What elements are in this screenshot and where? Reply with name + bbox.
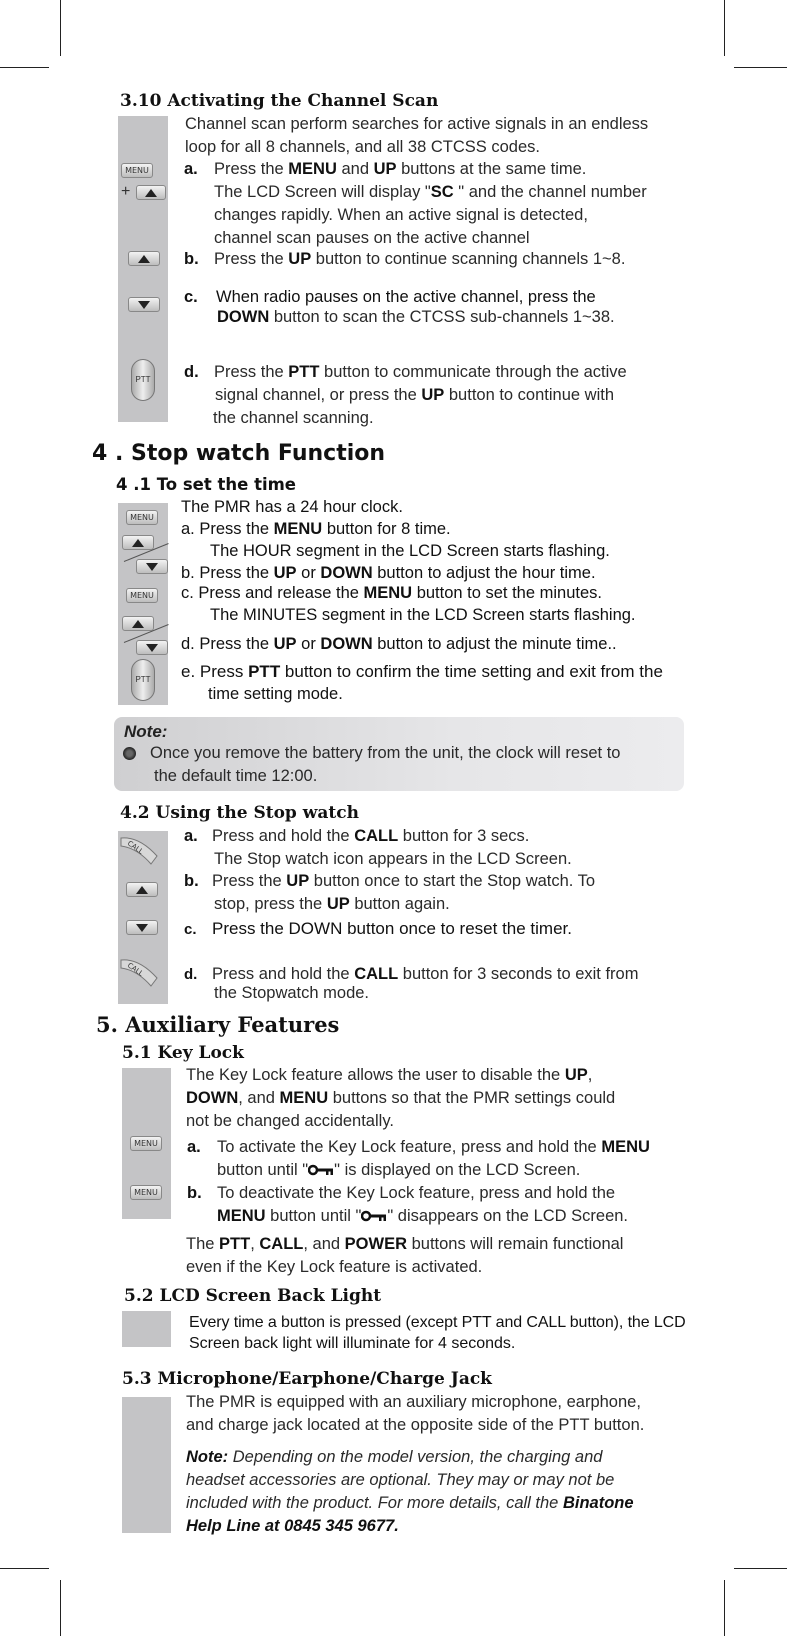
call-button-icon — [119, 956, 159, 988]
text: , and — [238, 1089, 280, 1107]
text: , and — [303, 1235, 345, 1253]
step-label: c. — [184, 288, 198, 306]
menu-button-icon: MENU — [126, 510, 158, 525]
button-column — [122, 1397, 171, 1533]
step-c-line: The MINUTES segment in the LCD Screen starts flashing. — [210, 606, 636, 624]
step-b-line — [214, 893, 450, 916]
down-button-icon — [128, 297, 160, 312]
crop-mark — [724, 1580, 725, 1636]
text: PTT — [288, 363, 320, 381]
step-label: a. — [187, 1138, 201, 1156]
paragraph: not be changed accidentally. — [186, 1112, 394, 1130]
up-button-icon — [128, 251, 160, 266]
text: Press the — [214, 250, 289, 268]
step-b — [184, 248, 625, 271]
menu-button-icon: MENU — [130, 1136, 162, 1151]
paragraph: Channel scan perform searches for active signals in an endless — [185, 115, 649, 133]
paragraph: even if the Key Lock feature is activated. — [186, 1258, 483, 1276]
paragraph: and charge jack located at the opposite side of the PTT button. — [186, 1416, 645, 1434]
text: MENU — [288, 160, 337, 178]
crop-mark — [60, 1580, 61, 1636]
call-button-icon — [119, 834, 159, 866]
text: buttons at the same time. — [396, 160, 587, 178]
text: UP — [564, 1066, 588, 1084]
paragraph: The PMR has a 24 hour clock. — [181, 498, 403, 516]
key-icon — [361, 1210, 387, 1222]
text: Press and hold the — [212, 965, 355, 983]
step-label: d. — [184, 363, 199, 381]
text: Press the DOWN button once to reset the timer. — [212, 919, 572, 938]
text: buttons will remain functional — [407, 1235, 624, 1253]
step-e — [181, 661, 663, 684]
text: DOWN — [320, 635, 373, 653]
text: When radio pauses on the active channel, press the — [216, 288, 596, 306]
svg-text:CALL: CALL — [125, 961, 145, 978]
down-button-icon — [126, 920, 158, 935]
crop-mark — [734, 1568, 787, 1569]
text: To deactivate the Key Lock feature, press and hold the — [217, 1184, 616, 1202]
step-label: b. — [184, 872, 199, 890]
note-line — [186, 1446, 602, 1469]
step-a-line: The HOUR segment in the LCD Screen starts flashing. — [210, 542, 610, 560]
text: button again. — [349, 895, 450, 913]
step-c — [181, 582, 602, 605]
step-a-line — [214, 181, 647, 204]
text: " disappears on the LCD Screen. — [387, 1207, 629, 1225]
text: Press the — [214, 363, 289, 381]
crop-mark — [724, 0, 725, 56]
section-title: 5.3 Microphone/Earphone/Charge Jack — [122, 1369, 492, 1389]
up-button-icon — [136, 185, 166, 200]
step-label: b. — [187, 1184, 202, 1202]
paragraph: Screen back light will illuminate for 4 seconds. — [189, 1335, 516, 1352]
text: button until " — [217, 1161, 309, 1179]
menu-button-icon: MENU — [126, 588, 158, 603]
note-line: headset accessories are optional. They may or may not be — [186, 1471, 615, 1489]
step-d — [184, 361, 627, 384]
paragraph — [186, 1233, 623, 1256]
down-button-icon — [136, 640, 168, 655]
text: Press the — [214, 160, 289, 178]
step-d-line: the Stopwatch mode. — [214, 984, 370, 1002]
text: DOWN — [186, 1089, 239, 1107]
text: MENU — [273, 520, 323, 538]
text: button to confirm the time setting and exit from the — [280, 662, 663, 681]
up-button-icon — [126, 882, 158, 897]
text: PTT — [219, 1235, 251, 1253]
text: d. Press the — [181, 635, 274, 653]
text: UP — [273, 564, 297, 582]
text: The LCD Screen will display " — [214, 183, 431, 201]
text: MENU — [601, 1138, 650, 1156]
plus-icon: + — [121, 183, 131, 200]
chapter-title: 4 . Stop watch Function — [92, 441, 386, 466]
text: signal channel, or press the — [215, 386, 422, 404]
up-button-icon — [122, 616, 154, 631]
step-a — [187, 1136, 650, 1159]
step-label: c. — [184, 921, 197, 938]
section-title: 5.1 Key Lock — [122, 1043, 244, 1063]
text: buttons so that the PMR settings could — [328, 1089, 616, 1107]
text: CALL — [354, 827, 399, 845]
step-b-line — [217, 1205, 628, 1228]
text: UP — [326, 895, 350, 913]
step-b — [184, 870, 595, 893]
down-button-icon — [136, 559, 168, 574]
text: b. Press the — [181, 564, 274, 582]
ptt-button-icon: PTT — [131, 659, 155, 701]
step-a — [184, 158, 586, 181]
text: The — [186, 1235, 220, 1253]
text: " is displayed on the LCD Screen. — [334, 1161, 581, 1179]
step-c — [184, 918, 572, 942]
step-d-line: the channel scanning. — [213, 409, 374, 427]
text: and — [336, 160, 374, 178]
text: UP — [286, 872, 310, 890]
note-label: Note: — [186, 1448, 229, 1466]
text: button to adjust the minute time.. — [372, 635, 617, 653]
step-d-line — [215, 384, 614, 407]
section-title: 4.2 Using the Stop watch — [120, 803, 359, 823]
text: DOWN — [217, 308, 270, 326]
text: Press and hold the — [212, 827, 355, 845]
text: Binatone — [562, 1494, 634, 1512]
text: MENU — [279, 1089, 329, 1107]
text: , — [587, 1066, 593, 1084]
text: CALL — [259, 1235, 304, 1253]
section-title: 5.2 LCD Screen Back Light — [124, 1286, 382, 1306]
note-line — [186, 1492, 634, 1515]
text: To activate the Key Lock feature, press and hold the — [217, 1138, 602, 1156]
menu-button-icon: MENU — [130, 1185, 162, 1200]
text: a. Press the — [181, 520, 274, 538]
paragraph — [186, 1087, 615, 1110]
menu-button-icon: MENU — [121, 163, 153, 178]
text: button to scan the CTCSS sub-channels 1~38. — [269, 308, 615, 326]
step-a — [184, 825, 529, 848]
note-text: the default time 12:00. — [154, 767, 318, 785]
text: UP — [288, 250, 312, 268]
step-label: d. — [184, 966, 198, 983]
text: button to continue scanning channels 1~8. — [311, 250, 626, 268]
text: button to communicate through the active — [319, 363, 627, 381]
step-a — [181, 518, 451, 541]
step-a-line — [217, 1159, 580, 1182]
up-button-icon — [122, 535, 154, 550]
text: Depending on the model version, the charging and — [228, 1448, 603, 1466]
text: button once to start the Stop watch. To — [309, 872, 596, 890]
text: DOWN — [320, 564, 373, 582]
text: POWER — [344, 1235, 408, 1253]
section-title: 4 .1 To set the time — [116, 475, 297, 494]
text: CALL — [354, 965, 399, 983]
text: MENU — [217, 1207, 266, 1225]
text: The Key Lock feature allows the user to disable the — [186, 1066, 565, 1084]
step-a-line: channel scan pauses on the active channel — [214, 229, 530, 247]
step-e-line: time setting mode. — [208, 685, 343, 703]
text: UP — [373, 160, 397, 178]
step-d — [181, 633, 617, 656]
step-b — [187, 1182, 615, 1205]
text: button for 3 seconds to exit from — [398, 965, 639, 983]
text: stop, press the — [214, 895, 327, 913]
text: button for 8 time. — [322, 520, 451, 538]
crop-mark — [0, 67, 49, 68]
text: button to continue with — [444, 386, 614, 404]
chapter-title: 5. Auxiliary Features — [96, 1012, 340, 1037]
step-c-line — [217, 306, 615, 329]
bullet-icon — [123, 747, 136, 760]
paragraph: The PMR is equipped with an auxiliary microphone, earphone, — [186, 1393, 641, 1411]
step-label: a. — [184, 160, 198, 178]
key-icon — [308, 1164, 334, 1176]
text: button until " — [265, 1207, 362, 1225]
paragraph — [186, 1064, 592, 1087]
note-text: Once you remove the battery from the unit, the clock will reset to — [150, 744, 621, 762]
text: UP — [273, 635, 297, 653]
text: PTT — [248, 662, 281, 681]
text: button for 3 secs. — [398, 827, 530, 845]
text: or — [296, 564, 321, 582]
step-label: a. — [184, 827, 198, 845]
step-a-line: changes rapidly. When an active signal is detected, — [214, 206, 588, 224]
step-a-line: The Stop watch icon appears in the LCD Screen. — [214, 850, 572, 868]
text: button to adjust the hour time. — [372, 564, 596, 582]
paragraph: loop for all 8 channels, and all 38 CTCSS codes. — [185, 138, 540, 156]
step-label: b. — [184, 250, 199, 268]
button-column — [122, 1311, 171, 1347]
paragraph: Every time a button is pressed (except PTT and CALL button), the LCD — [189, 1314, 686, 1331]
note-title: Note: — [124, 722, 168, 741]
section-title: 3.10 Activating the Channel Scan — [120, 91, 439, 111]
text: button to set the minutes. — [412, 584, 602, 602]
text: UP — [421, 386, 445, 404]
text: c. Press and release the — [181, 584, 364, 602]
text: SC — [430, 183, 454, 201]
text: included with the product. For more details, call the — [186, 1494, 563, 1512]
text: e. Press — [181, 662, 249, 681]
crop-mark — [734, 67, 787, 68]
text: " and the channel number — [453, 183, 647, 201]
svg-text:CALL: CALL — [125, 839, 145, 856]
text: or — [296, 635, 321, 653]
text: , — [250, 1235, 260, 1253]
crop-mark — [0, 1568, 49, 1569]
text: Press the — [212, 872, 287, 890]
ptt-button-icon: PTT — [131, 359, 155, 401]
crop-mark — [60, 0, 61, 56]
text: MENU — [363, 584, 413, 602]
note-line: Help Line at 0845 345 9677. — [186, 1517, 399, 1535]
